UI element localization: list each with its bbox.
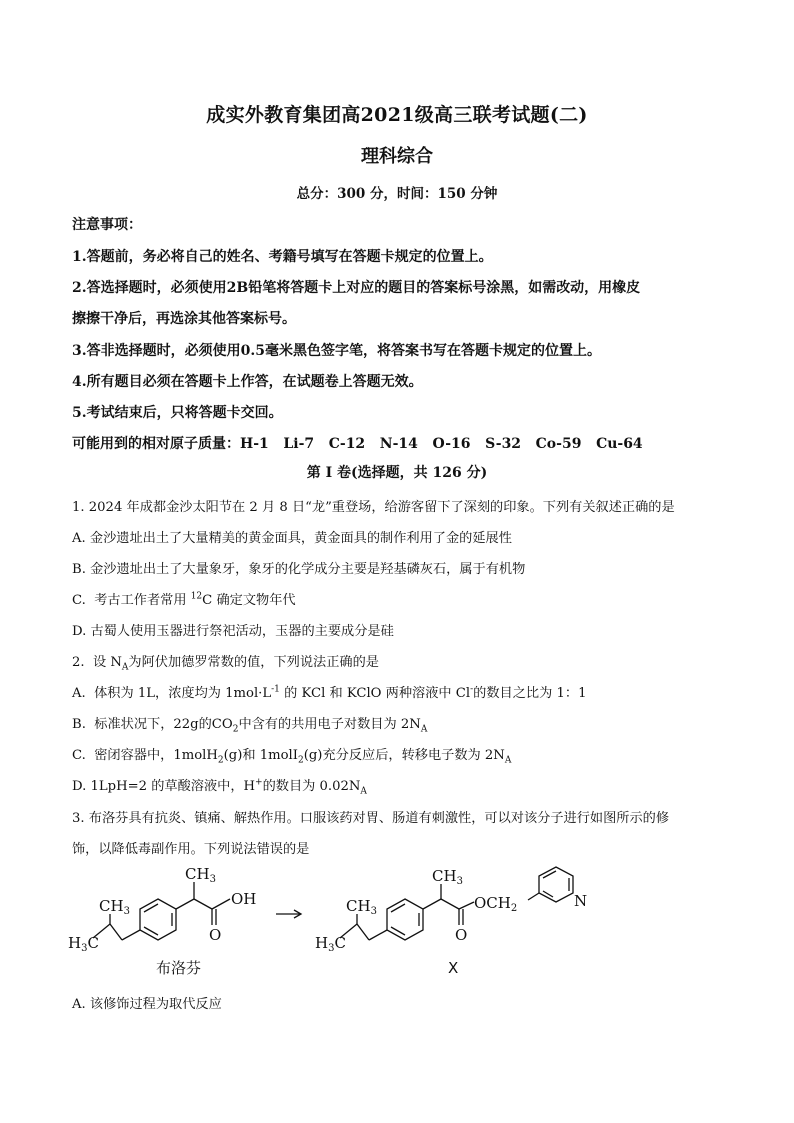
q1-stem: 1. 2024 年成都金沙太阳节在 2 月 8 日“龙”重登场，给游客留下了深刻的印象。下列有关叙述正确的是: [72, 500, 675, 515]
atomic-masses: 可能用到的相对原子质量：H-1 Li-7 C-12 N-14 O-16 S-32 Co-59 Cu-64: [72, 436, 643, 452]
reaction-diagram: [60, 862, 620, 987]
q2-a-3: 的数目之比为 1：1: [473, 686, 587, 701]
q2-d-1: D. 1LpH=2 的草酸溶液中，H: [72, 779, 256, 794]
q3-stem-line1: 3. 布洛芬具有抗炎、镇痛、解热作用。口服该药对胃、肠道有刺激性，可以对该分子进行如图所示的修: [72, 811, 670, 826]
q2-c-sub2: 2: [297, 755, 304, 766]
q2-option-c: [72, 744, 511, 766]
q2-stem-sub: A: [121, 662, 129, 673]
q2-a-sup2: -: [470, 684, 474, 695]
subject-title: 理科综合: [361, 146, 433, 167]
q2-stem: [72, 651, 379, 673]
notice-item-3: 3.答非选择题时，必须使用0.5毫米黑色签字笔，将答案书写在答题卡规定的位置上。: [72, 343, 601, 359]
q2-c-3: (g)充分反应后，转移电子数为 2N: [303, 748, 505, 763]
q2-stem-pre: 2. 设 N: [72, 655, 122, 670]
exam-title: 成实外教育集团高2021级高三联考试题(二): [206, 104, 588, 126]
right-och2: $OCH_2$: [474, 894, 518, 914]
right-molecule-name: X: [448, 959, 459, 977]
q2-option-b: [72, 713, 427, 735]
notice-item-2-cont: 擦擦干净后，再选涂其他答案标号。: [72, 311, 296, 327]
q2-a-sup: -1: [271, 684, 280, 695]
q1-option-a: A. 金沙遗址出土了大量精美的黄金面具，黄金面具的制作利用了金的延展性: [72, 531, 512, 546]
q2-c-1: C. 密闭容器中，1molH: [72, 748, 218, 763]
right-h3c: $H_3C$: [315, 934, 346, 954]
q2-b-sub2: A: [420, 724, 428, 735]
q1-option-d: D. 古蜀人使用玉器进行祭祀活动，玉器的主要成分是硅: [72, 624, 394, 639]
left-ch3-mid: $CH_3$: [99, 897, 130, 917]
left-benzene-ring: [140, 899, 176, 940]
notice-item-2: 2.答选择题时，必须使用2B铅笔将答题卡上对应的题目的答案标号涂黑，如需改动，用橡皮: [72, 280, 641, 296]
q2-c-sub: 2: [217, 755, 224, 766]
left-oh: OH: [231, 890, 257, 908]
q1-option-b: B. 金沙遗址出土了大量象牙，象牙的化学成分主要是羟基磷灰石，属于有机物: [72, 562, 526, 577]
q2-option-a: [72, 682, 586, 701]
q1-c-post: C 确定文物年代: [202, 593, 296, 608]
score-info: 总分：300 分，时间：150 分钟: [296, 186, 498, 202]
section-title: 第 I 卷(选择题，共 126 分): [306, 465, 488, 481]
pyridine-n: N: [574, 892, 588, 910]
q2-b-1: B. 标准状况下，22g的CO: [72, 717, 233, 732]
q2-c-2: (g)和 1molI: [223, 748, 298, 763]
notice-item-1: 1.答题前，务必将自己的姓名、考籍号填写在答题卡规定的位置上。: [72, 249, 493, 265]
right-ch3-top: $CH_3$: [432, 867, 463, 887]
q2-b-2: 中含有的共用电子对数目为 2N: [238, 717, 421, 732]
left-carbonyl-o: O: [209, 926, 222, 944]
q2-a-1: A. 体积为 1L，浓度均为 1mol·L: [72, 686, 272, 701]
left-ch3-top: $CH_3$: [185, 865, 216, 885]
q2-b-sub: 2: [232, 724, 239, 735]
q3-option-a: A. 该修饰过程为取代反应: [72, 997, 222, 1012]
q2-d-sup: +: [255, 777, 263, 788]
right-carbonyl-o: O: [455, 926, 468, 944]
q2-option-d: [72, 775, 367, 797]
right-ch3-mid: $CH_3$: [346, 897, 377, 917]
pyridine-ring: [539, 867, 573, 902]
left-molecule-name: 布洛芬: [156, 959, 202, 977]
q3-stem-line2: 饰，以降低毒副作用。下列说法错误的是: [72, 842, 310, 857]
q2-stem-post: 为阿伏加德罗常数的值，下列说法正确的是: [128, 655, 379, 670]
q2-a-2: 的 KCl 和 KClO 两种溶液中 Cl: [279, 686, 471, 701]
left-h3c: $H_3C$: [68, 934, 99, 954]
q2-c-sub3: A: [504, 755, 512, 766]
right-benzene-ring: [387, 899, 423, 940]
notice-item-5: 5.考试结束后，只将答题卡交回。: [72, 405, 283, 421]
q1-c-sup: 12: [190, 591, 203, 602]
notice-heading: 注意事项：: [72, 217, 142, 233]
q1-c-pre: C. 考古工作者常用: [72, 593, 191, 608]
q1-option-c: [72, 589, 296, 608]
q2-d-sub: A: [360, 786, 367, 797]
q2-d-2: 的数目为 0.02N: [262, 779, 361, 794]
notice-item-4: 4.所有题目必须在答题卡上作答，在试题卷上答题无效。: [72, 374, 423, 390]
